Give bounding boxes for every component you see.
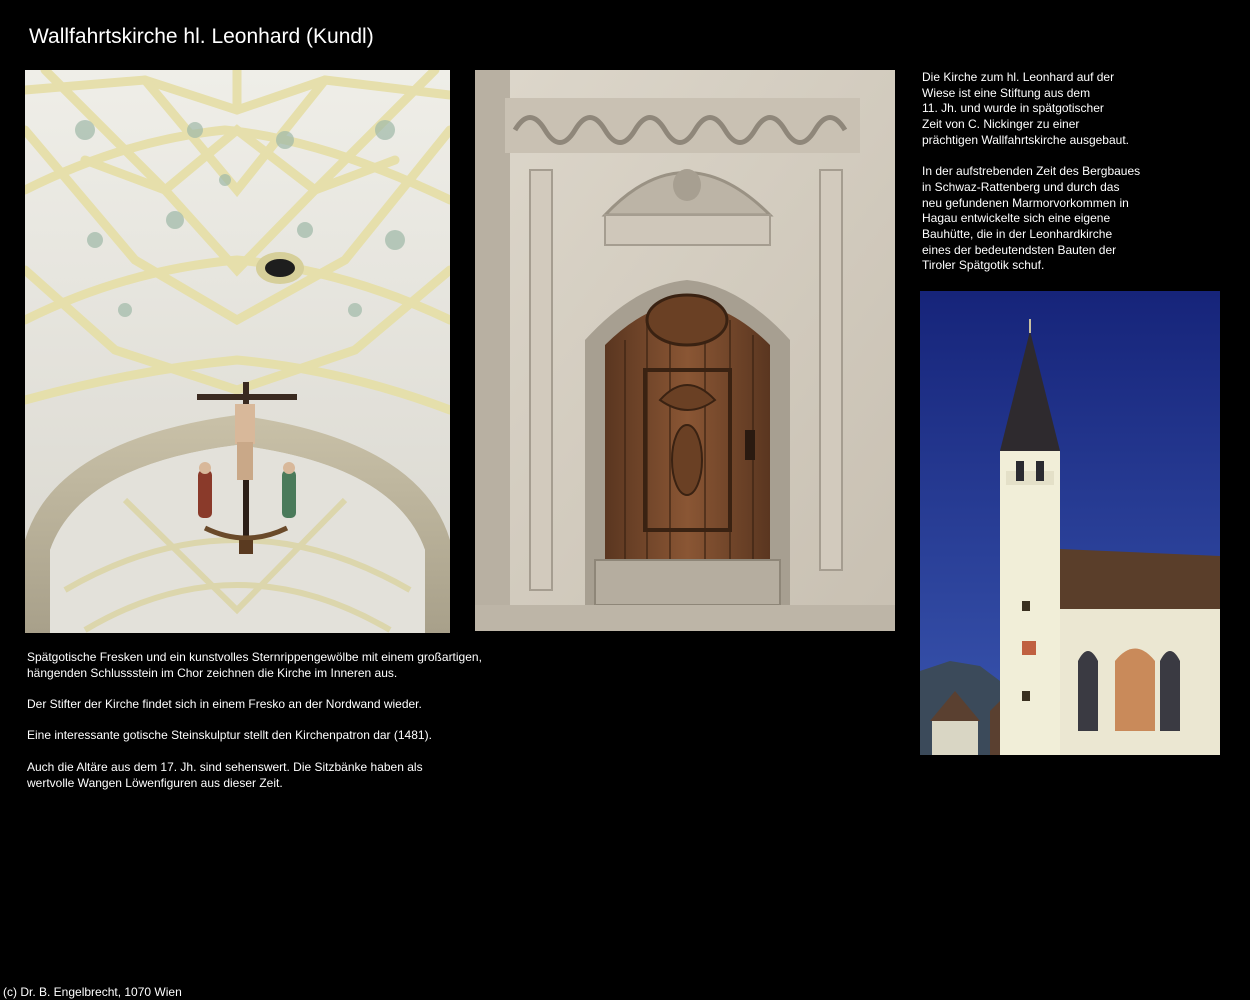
church-exterior-photo xyxy=(920,291,1220,755)
interior-paragraph-3 xyxy=(27,728,497,744)
text-line: wertvolle Wangen Löwenfiguren aus dieser Zeit. xyxy=(27,775,283,790)
text-line: hängenden Schlussstein im Chor zeichnen die Kirche im Inneren aus. xyxy=(27,665,398,680)
text-line: Zeit von C. Nickinger zu einer xyxy=(922,117,1080,132)
interior-paragraph-1 xyxy=(27,650,497,681)
copyright-footer: (c) Dr. B. Engelbrecht, 1070 Wien xyxy=(3,985,182,999)
text-line: in Schwaz-Rattenberg und durch das xyxy=(922,179,1120,194)
text-line: Tiroler Spätgotik schuf. xyxy=(922,258,1045,273)
text-line: In der aufstrebenden Zeit des Bergbaues xyxy=(922,164,1141,179)
text-line: 11. Jh. und wurde in spätgotischer xyxy=(922,101,1104,116)
interior-paragraph-2 xyxy=(27,697,497,713)
text-line: Bauhütte, die in der Leonhardkirche xyxy=(922,227,1113,242)
history-paragraph-2 xyxy=(922,164,1162,274)
text-line: Hagau entwickelte sich eine eigene xyxy=(922,211,1111,226)
interior-paragraph-4 xyxy=(27,760,497,791)
text-line: Die Kirche zum hl. Leonhard auf der xyxy=(922,70,1115,84)
text-line: Spätgotische Fresken und ein kunstvolles Sternrippengewölbe mit einem großartigen, xyxy=(27,650,482,664)
text-line: prächtigen Wallfahrtskirche ausgebaut. xyxy=(922,132,1129,147)
church-history-text xyxy=(922,70,1162,290)
interior-description-text xyxy=(27,650,497,807)
page-title: Wallfahrtskirche hl. Leonhard (Kundl) xyxy=(29,25,374,48)
text-line: neu gefundenen Marmorvorkommen in xyxy=(922,195,1129,210)
text-line: Wiese ist eine Stiftung aus dem xyxy=(922,85,1091,100)
church-portal-photo xyxy=(475,70,895,631)
ceiling-vault-photo xyxy=(25,70,450,633)
text-line: Der Stifter der Kirche findet sich in einem Fresko an der Nordwand wieder. xyxy=(27,697,422,712)
text-line: Auch die Altäre aus dem 17. Jh. sind sehenswert. Die Sitzbänke haben als xyxy=(27,759,423,774)
text-line: eines der bedeutendsten Bauten der xyxy=(922,242,1117,257)
history-paragraph-1 xyxy=(922,70,1162,149)
text-line: Eine interessante gotische Steinskulptur stellt den Kirchenpatron dar (1481). xyxy=(27,728,432,743)
